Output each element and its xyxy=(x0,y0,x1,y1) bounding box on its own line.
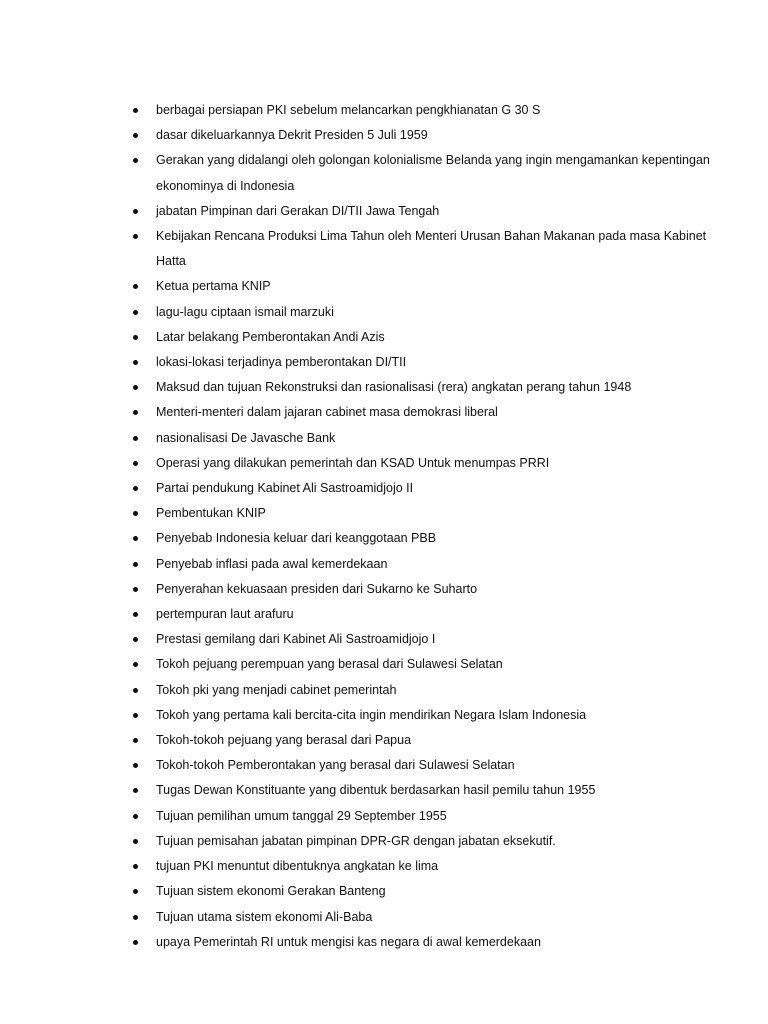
list-item xyxy=(130,728,710,753)
list-item xyxy=(130,123,710,148)
bullet-icon xyxy=(133,662,138,667)
bullet-icon xyxy=(133,385,138,390)
bullet-icon xyxy=(133,915,138,920)
list-item-text: jabatan Pimpinan dari Gerakan DI/TII Jawa Tengah xyxy=(156,203,440,218)
list-item xyxy=(130,905,710,930)
list-item xyxy=(130,476,710,501)
list-item xyxy=(130,602,710,627)
list-item-text: Penyebab Indonesia keluar dari keanggotaan PBB xyxy=(156,531,437,546)
list-item-text: Tugas Dewan Konstituante yang dibentuk berdasarkan hasil pemilu tahun 1955 xyxy=(156,783,596,798)
list-item xyxy=(130,678,710,703)
bullet-icon xyxy=(133,763,138,768)
list-item-text: Tokoh yang pertama kali bercita-cita ingin mendirikan Negara Islam Indonesia xyxy=(156,707,587,722)
bullet-icon xyxy=(133,486,138,491)
bullet-icon xyxy=(133,108,138,113)
list-item xyxy=(130,577,710,602)
list-item-text: Tujuan pemilihan umum tanggal 29 September 1955 xyxy=(156,808,447,823)
bullet-icon xyxy=(133,688,138,693)
bullet-icon xyxy=(133,637,138,642)
list-item-text: Operasi yang dilakukan pemerintah dan KSAD Untuk menumpas PRRI xyxy=(156,455,550,470)
bullet-icon xyxy=(133,940,138,945)
list-item xyxy=(130,224,710,274)
bullet-icon xyxy=(133,587,138,592)
list-item xyxy=(130,829,710,854)
list-item-text: Gerakan yang didalangi oleh golongan kolonialisme Belanda yang ingin mengamankan kepentingan ekonominya di Indonesia xyxy=(156,153,710,193)
bullet-icon xyxy=(133,612,138,617)
list-item xyxy=(130,325,710,350)
bullet-icon xyxy=(133,284,138,289)
list-item-text: upaya Pemerintah RI untuk mengisi kas negara di awal kemerdekaan xyxy=(156,934,541,949)
bullet-icon xyxy=(133,360,138,365)
list-item-text: Prestasi gemilang dari Kabinet Ali Sastroamidjojo I xyxy=(156,632,436,647)
list-item-text: Penyebab inflasi pada awal kemerdekaan xyxy=(156,556,388,571)
bullet-icon xyxy=(133,133,138,138)
list-item-text: Tokoh pki yang menjadi cabinet pemerintah xyxy=(156,682,397,697)
list-item xyxy=(130,652,710,677)
bullet-icon xyxy=(133,889,138,894)
list-item xyxy=(130,501,710,526)
list-item xyxy=(130,854,710,879)
list-item-text: Ketua pertama KNIP xyxy=(156,279,271,294)
bullet-icon xyxy=(133,209,138,214)
list-item xyxy=(130,451,710,476)
list-item xyxy=(130,274,710,299)
list-item xyxy=(130,703,710,728)
list-item-text: berbagai persiapan PKI sebelum melancarkan pengkhianatan G 30 S xyxy=(156,103,541,117)
list-item xyxy=(130,804,710,829)
list-item xyxy=(130,552,710,577)
list-item-text: Tujuan pemisahan jabatan pimpinan DPR-GR dengan jabatan eksekutif. xyxy=(156,833,556,848)
bullet-icon xyxy=(133,335,138,340)
list-item-text: Menteri-menteri dalam jajaran cabinet masa demokrasi liberal xyxy=(156,405,498,420)
list-item xyxy=(130,375,710,400)
bullet-icon xyxy=(133,158,138,163)
list-item-text: pertempuran laut arafuru xyxy=(156,607,294,622)
list-item xyxy=(130,148,710,198)
list-item-text: Tokoh-tokoh Pemberontakan yang berasal dari Sulawesi Selatan xyxy=(156,758,515,773)
bullet-icon xyxy=(133,839,138,844)
bullet-icon xyxy=(133,788,138,793)
list-item xyxy=(130,199,710,224)
bullet-icon xyxy=(133,713,138,718)
list-item-text: Latar belakang Pemberontakan Andi Azis xyxy=(156,329,385,344)
bullet-icon xyxy=(133,511,138,516)
list-item-text: Penyerahan kekuasaan presiden dari Sukarno ke Suharto xyxy=(156,581,478,596)
list-item xyxy=(130,778,710,803)
bullet-icon xyxy=(133,864,138,869)
list-item-text: tujuan PKI menuntut dibentuknya angkatan ke lima xyxy=(156,859,439,874)
bullet-icon xyxy=(133,814,138,819)
bullet-icon xyxy=(133,536,138,541)
list-item xyxy=(130,400,710,425)
list-item-text: Tujuan sistem ekonomi Gerakan Banteng xyxy=(156,884,386,899)
list-item-text: Tujuan utama sistem ekonomi Ali-Baba xyxy=(156,909,373,924)
bullet-icon xyxy=(133,562,138,567)
bullet-icon xyxy=(133,234,138,239)
list-item-text: lagu-lagu ciptaan ismail marzuki xyxy=(156,304,334,319)
list-item xyxy=(130,98,710,123)
list-item xyxy=(130,753,710,778)
list-item-text: lokasi-lokasi terjadinya pemberontakan DI/TII xyxy=(156,355,407,370)
list-item-text: Tokoh-tokoh pejuang yang berasal dari Papua xyxy=(156,733,412,748)
list-item xyxy=(130,879,710,904)
list-item xyxy=(130,627,710,652)
list-item-text: dasar dikeluarkannya Dekrit Presiden 5 Juli 1959 xyxy=(156,128,428,143)
list-item-text: Maksud dan tujuan Rekonstruksi dan rasionalisasi (rera) angkatan perang tahun 1948 xyxy=(156,380,632,395)
list-item-text: Tokoh pejuang perempuan yang berasal dari Sulawesi Selatan xyxy=(156,657,503,672)
list-item xyxy=(130,930,710,955)
bullet-icon xyxy=(133,436,138,441)
bullet-icon xyxy=(133,410,138,415)
list-item-text: Kebijakan Rencana Produksi Lima Tahun oleh Menteri Urusan Bahan Makanan pada masa Kabinet Hatta xyxy=(156,229,707,269)
list-item-text: Pembentukan KNIP xyxy=(156,506,266,521)
list-item xyxy=(130,300,710,325)
list-item xyxy=(130,350,710,375)
bullet-icon xyxy=(133,738,138,743)
list-item-text: nasionalisasi De Javasche Bank xyxy=(156,430,336,445)
bullet-icon xyxy=(133,310,138,315)
list-item-text: Partai pendukung Kabinet Ali Sastroamidjojo II xyxy=(156,481,414,496)
list-item xyxy=(130,426,710,451)
topic-bullet-list xyxy=(130,98,710,955)
bullet-icon xyxy=(133,461,138,466)
list-item xyxy=(130,526,710,551)
